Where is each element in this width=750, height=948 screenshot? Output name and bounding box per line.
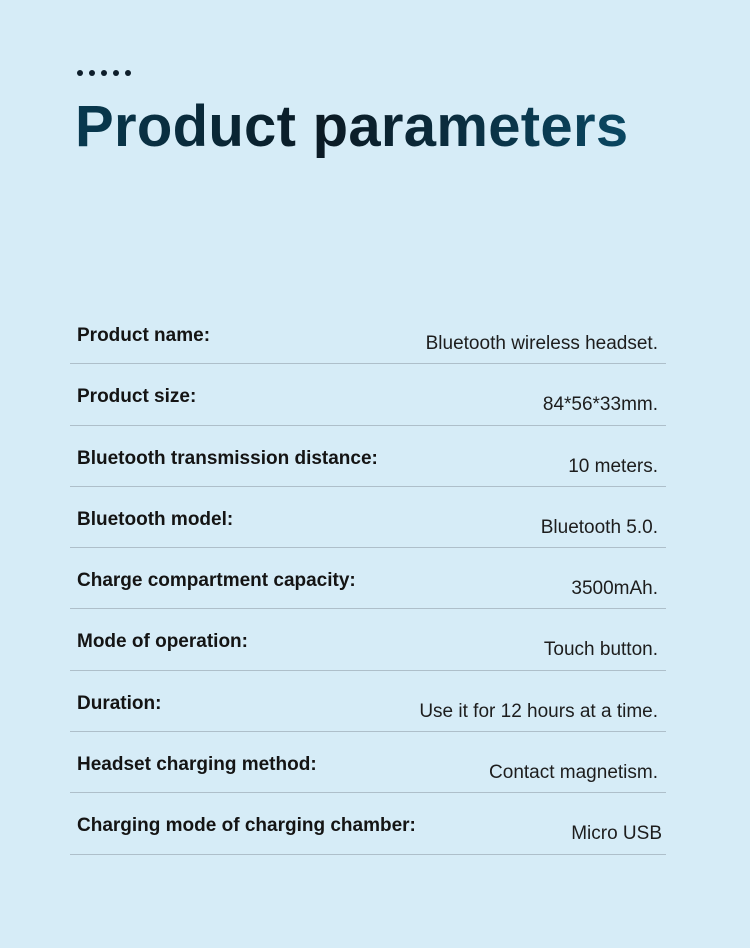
parameter-row (70, 487, 666, 548)
page-title: Product parameters (75, 92, 628, 162)
parameter-row (70, 609, 666, 670)
parameter-value: Micro USB (571, 823, 662, 845)
dot-icon (77, 70, 83, 76)
parameter-label: Mode of operation: (77, 631, 248, 653)
parameter-row (70, 303, 666, 364)
parameter-value: 3500mAh. (571, 578, 658, 600)
parameter-row (70, 548, 666, 609)
parameter-value: 84*56*33mm. (542, 394, 658, 416)
parameter-label: Bluetooth transmission distance: (77, 447, 378, 469)
parameter-value: Bluetooth wireless headset. (425, 333, 658, 354)
parameter-value: Use it for 12 hours at a time. (419, 700, 658, 722)
parameter-label: Duration: (77, 692, 162, 714)
parameter-label: Headset charging method: (77, 754, 317, 776)
dot-icon (89, 70, 95, 76)
parameters-list (70, 303, 666, 855)
decorative-dots (77, 70, 131, 76)
parameter-row (70, 732, 666, 793)
parameter-row (70, 793, 666, 854)
parameter-label: Charging mode of charging chamber: (77, 815, 416, 837)
dot-icon (113, 70, 119, 76)
parameter-value: 10 meters. (568, 455, 658, 477)
parameter-label: Product size: (77, 386, 197, 408)
parameter-label: Bluetooth model: (77, 508, 234, 530)
parameter-value: Bluetooth 5.0. (540, 516, 658, 538)
parameter-label: Charge compartment capacity: (77, 570, 356, 592)
parameter-value: Touch button. (543, 639, 658, 661)
dot-icon (125, 70, 131, 76)
parameter-label: Product name: (77, 325, 211, 346)
parameter-row (70, 426, 666, 487)
parameter-row (70, 364, 666, 425)
dot-icon (101, 70, 107, 76)
parameter-row (70, 671, 666, 732)
parameter-value: Contact magnetism. (489, 762, 658, 784)
